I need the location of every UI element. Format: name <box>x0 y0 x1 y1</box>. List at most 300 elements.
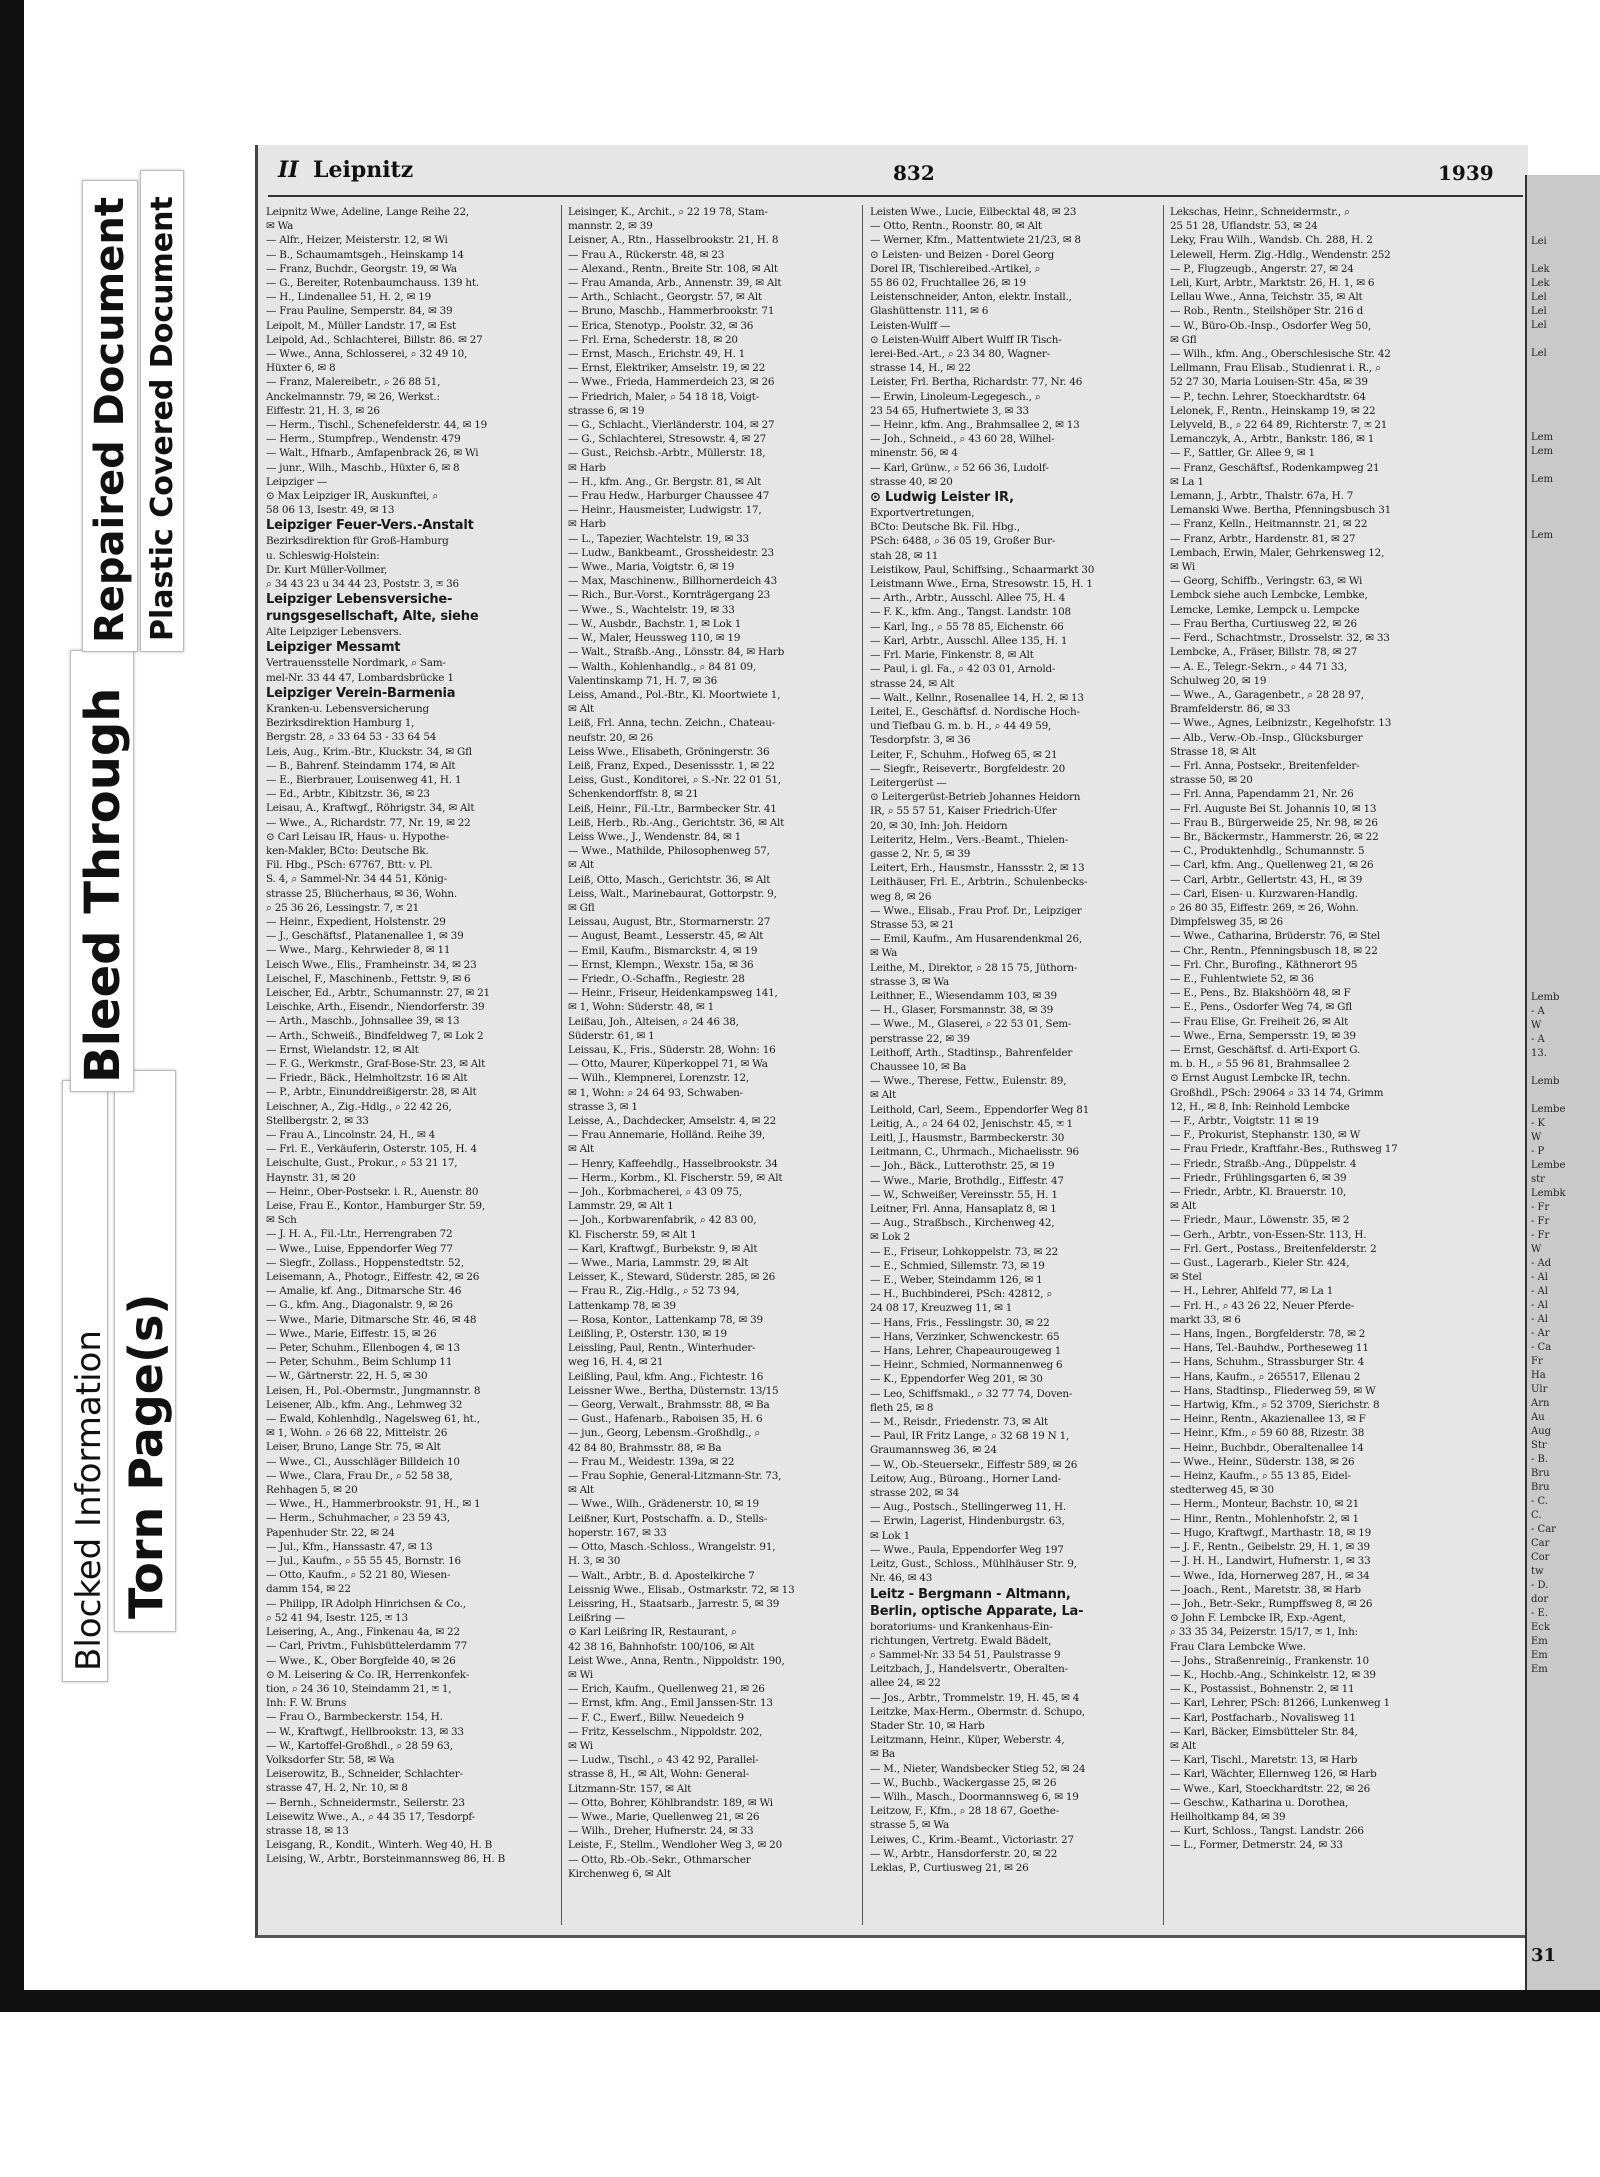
directory-entry-line: — Wwe., Maria, Lammstr. 29, ✉ Alt <box>568 1257 749 1270</box>
page-header <box>273 151 1494 191</box>
directory-entry-line: — Alb., Verw.-Ob.-Insp., Glücksburger <box>1170 731 1363 744</box>
facing-page-fragment <box>1531 767 1596 781</box>
directory-entry-line: — Frau A., Lincolnstr. 24, H., ✉ 4 <box>266 1128 436 1141</box>
facing-page-fragment <box>1531 361 1596 375</box>
facing-page-fragment <box>1531 515 1596 529</box>
facing-page-fragment <box>1531 543 1596 557</box>
directory-entry-line: Leithoff, Arth., Stadtinsp., Bahrenfelder <box>870 1046 1073 1059</box>
facing-page-fragment: Arn <box>1531 1398 1550 1409</box>
directory-entry-line: Leischer, Ed., Arbtr., Schumannstr. 27, ✉ 21 <box>266 986 490 999</box>
directory-entry-line: Frau Clara Lembcke Wwe. <box>1170 1640 1306 1653</box>
directory-entry-line: — H., kfm. Ang., Gr. Bergstr. 81, ✉ Alt <box>568 475 762 488</box>
directory-entry-line: — Wwe., A., Garagenbetr., ⌕ 28 28 97, <box>1170 688 1364 701</box>
directory-entry-line: — Frl. Auguste Bei St. Johannis 10, ✉ 13 <box>1170 802 1377 815</box>
directory-entry-line: — Otto, Bohrer, Köhlbrandstr. 189, ✉ Wi <box>568 1796 773 1809</box>
directory-entry-line: Leisch Wwe., Elis., Framheinstr. 34, ✉ 23 <box>266 958 477 971</box>
directory-entry-line: — Wwe., Anna, Schlosserei, ⌕ 32 49 10, <box>266 348 468 361</box>
directory-entry-line: ✉ Stel <box>1170 1271 1202 1284</box>
facing-page-fragment: C. <box>1531 1510 1542 1521</box>
directory-entry-line: H. 3, ✉ 30 <box>568 1555 621 1568</box>
directory-entry-line: — Emil, Kaufm., Am Husarendenkmal 26, <box>870 933 1082 946</box>
directory-entry-line: Lemanczyk, A., Arbtr., Bankstr. 186, ✉ 1 <box>1170 433 1375 446</box>
directory-entry-line: S. 4, ⌕ Sammel-Nr. 34 44 51, König- <box>266 873 448 886</box>
bleed-through-sticker <box>70 650 134 1092</box>
directory-entry-line: Leisewitz Wwe., A., ⌕ 44 35 17, Tesdorpf- <box>266 1810 475 1823</box>
directory-entry-line: Leitzmann, Heinr., Küper, Weberstr. 4, <box>870 1734 1065 1747</box>
directory-entry-line: Leipolt, M., Müller Landstr. 17, ✉ Est <box>266 319 457 332</box>
directory-entry-line: Leißring — <box>568 1612 625 1625</box>
directory-entry-line: — M., Reisdr., Friedenstr. 73, ✉ Alt <box>870 1416 1048 1429</box>
directory-entry-line: Papenhuder Str. 22, ✉ 24 <box>266 1526 395 1539</box>
directory-entry-line: Leitz, Gust., Schloss., Mühlhäuser Str. 9, <box>870 1558 1077 1571</box>
directory-entry-line: strasse 18, ✉ 13 <box>266 1824 349 1837</box>
directory-entry-line: Leipziger Messamt <box>266 640 401 656</box>
facing-page-fragment <box>1531 249 1596 263</box>
directory-entry-line: — Franz, Buchdr., Georgstr. 19, ✉ Wa <box>266 262 457 275</box>
scan-bottom-edge <box>0 1990 1600 2012</box>
directory-entry-line: Leiss Wwe., Elisabeth, Gröningerstr. 36 <box>568 745 770 758</box>
directory-entry-line: — W., Schweißer, Vereinsstr. 55, H. 1 <box>870 1188 1058 1201</box>
directory-entry-line: — H., Buchbinderei, PSch: 42812, ⌕ <box>870 1288 1053 1301</box>
directory-entry-line: — W., Ausbdr., Bachstr. 1, ✉ Lok 1 <box>568 617 742 630</box>
directory-entry-line: — Wwe., Marg., Kehrwieder 8, ✉ 11 <box>266 944 451 957</box>
blocked-information-sticker <box>62 1080 108 1682</box>
directory-entry-line: ✉ Lok 1 <box>870 1529 910 1542</box>
directory-entry-line: — Peter, Schuhm., Ellenbogen 4, ✉ 13 <box>266 1342 460 1355</box>
directory-entry-line: m. b. H., ⌕ 55 96 81, Brahmsallee 2 <box>1170 1058 1350 1071</box>
directory-entry-line: Lembach, Erwin, Maler, Gehrkensweg 12, <box>1170 546 1385 559</box>
directory-column-1 <box>266 205 556 1867</box>
directory-entry-line: — Wilh., Masch., Doormannsweg 6, ✉ 19 <box>870 1790 1079 1803</box>
directory-entry-line: Leipnitz Wwe, Adeline, Lange Reihe 22, <box>266 206 469 218</box>
facing-page-fragment: Bru <box>1531 1468 1550 1479</box>
directory-entry-line: — Wilh., kfm. Ang., Oberschlesische Str. 42 <box>1170 348 1391 361</box>
directory-entry-line: Leisener, Alb., kfm. Ang., Lehmweg 32 <box>266 1398 463 1411</box>
directory-entry-line: Leitergerüst — <box>870 776 947 789</box>
directory-entry-line: ✉ Alt <box>870 1089 897 1102</box>
directory-entry-line: 58 06 13, Isestr. 49, ✉ 13 <box>266 504 395 517</box>
facing-page-fragment <box>1531 613 1596 627</box>
directory-entry-line: — Wilh., Klempnerei, Lorenzstr. 12, <box>568 1072 749 1085</box>
directory-entry-line: — Alexand., Rentn., Breite Str. 108, ✉ Alt <box>568 262 778 275</box>
directory-entry-line: ✉ Harb <box>568 461 606 474</box>
directory-entry-line: — L., Former, Detmerstr. 24, ✉ 33 <box>1170 1839 1343 1852</box>
facing-page-fragment <box>1531 403 1596 417</box>
directory-entry-line: — Frau A., Rückerstr. 48, ✉ 23 <box>568 248 725 261</box>
directory-entry-line: Volksdorfer Str. 58, ✉ Wa <box>266 1753 395 1766</box>
directory-entry-line: Leissner Wwe., Bertha, Düsternstr. 13/15 <box>568 1384 779 1397</box>
facing-page-fragment <box>1531 795 1596 809</box>
directory-entry-line: allee 24, ✉ 22 <box>870 1677 941 1690</box>
directory-entry-line: ⊙ Carl Leisau IR, Haus- u. Hypothe- <box>266 830 449 843</box>
directory-entry-line: — Wwe., Frieda, Hammerdeich 23, ✉ 26 <box>568 376 775 389</box>
directory-entry-line: stedterweg 45, ✉ 30 <box>1170 1484 1274 1497</box>
directory-entry-line: strasse 3, ✉ 1 <box>568 1100 638 1113</box>
directory-entry-line: Leitzbach, J., Handelsvertr., Oberalten- <box>870 1663 1068 1676</box>
directory-entry-line: — junr., Wilh., Maschb., Hüxter 6, ✉ 8 <box>266 461 460 474</box>
directory-entry-line: — Ludw., Bankbeamt., Grossheidestr. 23 <box>568 546 774 559</box>
directory-entry-line: — Frau Amanda, Arb., Annenstr. 39, ✉ Alt <box>568 277 782 290</box>
directory-entry-line: — Hans, Tel.-Bauhdw., Portheseweg 11 <box>1170 1342 1369 1355</box>
column-divider <box>862 205 863 1925</box>
directory-entry-line: — Friedr., Bäck., Helmholtzstr. 16 ✉ Alt <box>266 1072 468 1085</box>
facing-page-fragment: Lel <box>1531 348 1547 359</box>
facing-page-fragment: Lei <box>1531 236 1547 247</box>
directory-entry-line: — Wwe., Heinr., Süderstr. 138, ✉ 26 <box>1170 1455 1355 1468</box>
facing-page-fragment <box>1531 879 1596 893</box>
directory-entry-line: — Wwe., Wilh., Grädenerstr. 10, ✉ 19 <box>568 1498 759 1511</box>
facing-page-fragment: W <box>1531 1244 1542 1255</box>
directory-entry-line: boratoriums- und Krankenhaus-Ein- <box>870 1620 1053 1633</box>
directory-entry-line: ⊙ Karl Leißring IR, Restaurant, ⌕ <box>568 1626 737 1639</box>
facing-page-fragment: Au <box>1531 1412 1545 1423</box>
directory-entry-line: Leipziger — <box>266 475 328 488</box>
directory-entry-line: — Paul, i. gl. Fa., ⌕ 42 03 01, Arnold- <box>870 663 1056 676</box>
directory-entry-line: — Hans, Lehrer, Chapeaurougeweg 1 <box>870 1345 1062 1358</box>
directory-entry-line: Leiß, Frl. Anna, techn. Zeichn., Chateau- <box>568 717 776 730</box>
directory-entry-line: strasse 8, H., ✉ Alt, Wohn: General- <box>568 1768 750 1781</box>
facing-page-fragment: - C. <box>1531 1496 1549 1507</box>
directory-entry-line: — Frau R., Zig.-Hdlg., ⌕ 52 73 94, <box>568 1285 740 1298</box>
directory-entry-line: 42 38 16, Bahnhofstr. 100/106, ✉ Alt <box>568 1640 755 1653</box>
facing-page-fragment: - P <box>1531 1146 1545 1157</box>
directory-entry-line: — Rob., Rentn., Steilshöper Str. 216 d <box>1170 305 1364 318</box>
directory-entry-line: — J. F., Rentn., Geibelstr. 29, H. 1, ✉ 39 <box>1170 1541 1370 1554</box>
directory-entry-line: ✉ Alt <box>1170 1200 1197 1213</box>
facing-page-fragment <box>1531 865 1596 879</box>
directory-entry-line: Leklas, P., Curtiusweg 21, ✉ 26 <box>870 1861 1029 1874</box>
facing-page-fragment: Lem <box>1531 474 1554 485</box>
directory-entry-line: — Joh., Betr.-Sekr., Rumpffsweg 8, ✉ 26 <box>1170 1597 1373 1610</box>
facing-page-fragment: Lemb <box>1531 1076 1560 1087</box>
directory-entry-line: — Erwin, Lagerist, Hindenburgstr. 63, <box>870 1515 1065 1528</box>
directory-entry-line: — Jul., Kfm., Hanssastr. 47, ✉ 13 <box>266 1540 433 1553</box>
directory-entry-line: Leitel, E., Geschäftsf. d. Nordische Hoch- <box>870 705 1080 718</box>
directory-entry-line: Schulweg 20, ✉ 19 <box>1170 674 1267 687</box>
directory-entry-line: — Herm., Monteur, Bachstr. 10, ✉ 21 <box>1170 1498 1360 1511</box>
directory-entry-line: Leipziger Verein-Barmenia <box>266 685 456 701</box>
directory-entry-line: Leiß, Herb., Rb.-Ang., Gerichtstr. 36, ✉ Alt <box>568 816 785 829</box>
directory-entry-line: — A. E., Telegr.-Sekrn., ⌕ 44 71 33, <box>1170 660 1347 673</box>
directory-entry-line: — F., Arbtr., Voigtstr. 11 ✉ 19 <box>1170 1115 1319 1127</box>
directory-entry-line: — F., Prokurist, Stephanstr. 130, ✉ W <box>1170 1129 1361 1142</box>
directory-entry-line: — E., Bierbrauer, Louisenweg 41, H. 1 <box>266 773 462 786</box>
directory-entry-line: — Franz, Kelln., Heitmannstr. 21, ✉ 22 <box>1170 518 1368 531</box>
facing-page-fragment: Cor <box>1531 1552 1550 1563</box>
directory-entry-line: gasse 2, Nr. 5, ✉ 39 <box>870 847 971 860</box>
facing-page-fragment: Lek <box>1531 264 1550 275</box>
directory-entry-line: 20, ✉ 30, Inh: Joh. Heidorn <box>870 819 1008 832</box>
directory-entry-line: — Aug., Straßbsch., Kirchenweg 42, <box>870 1217 1055 1230</box>
directory-entry-line: — Walt., Arbtr., B. d. Apostelkirche 7 <box>568 1569 755 1582</box>
facing-page-fragment <box>1531 557 1596 571</box>
directory-entry-line: Leist Wwe., Anna, Rentn., Nippoldstr. 190, <box>568 1654 785 1667</box>
repaired-document-label: Repaired Document <box>87 197 133 643</box>
facing-page-fragment <box>1531 837 1596 851</box>
directory-entry-line: — Gust., Hafenarb., Raboisen 35, H. 6 <box>568 1413 763 1426</box>
directory-entry-line: Strasse 18, ✉ Alt <box>1170 745 1257 758</box>
facing-page-fragment: - Fr <box>1531 1216 1550 1227</box>
directory-entry-line: Leiß, Heinr., Fil.-Ltr., Barmbecker Str. 41 <box>568 802 777 815</box>
directory-entry-line: — Heinz, Kaufm., ⌕ 55 13 85, Eidel- <box>1170 1470 1351 1483</box>
directory-entry-line: — Wwe., Marie, Quellenweg 21, ✉ 26 <box>568 1810 760 1823</box>
facing-page-fragment <box>1531 823 1596 837</box>
directory-entry-line: ⊙ Leisten-Wulff Albert Wulff IR Tisch- <box>870 333 1062 346</box>
directory-entry-line: — Wwe., Elisab., Frau Prof. Dr., Leipziger <box>870 904 1082 917</box>
directory-entry-line: — F. C., Ewerf., Billw. Neuedeich 9 <box>568 1711 744 1724</box>
directory-entry-line: ✉ Wa <box>266 220 294 233</box>
directory-entry-line: Bramfelderstr. 86, ✉ 33 <box>1170 703 1291 716</box>
facing-page-fragment: Aug <box>1531 1426 1552 1437</box>
directory-entry-line: Lemanski Wwe. Bertha, Pfenningsbusch 31 <box>1170 504 1392 517</box>
facing-page-fragment: Lembe <box>1531 1104 1566 1115</box>
directory-entry-line: Leiwes, C., Krim.-Beamt., Victoriastr. 27 <box>870 1833 1074 1846</box>
directory-entry-line: — Walth., Kohlenhandlg., ⌕ 84 81 09, <box>568 660 756 673</box>
directory-entry-line: Inh: F. W. Bruns <box>266 1697 347 1710</box>
directory-entry-line: Leithner, E., Wiesendamm 103, ✉ 39 <box>870 989 1057 1002</box>
directory-entry-line: strasse 47, H. 2, Nr. 10, ✉ 8 <box>266 1782 408 1795</box>
directory-entry-line: Lellau Wwe., Anna, Teichstr. 35, ✉ Alt <box>1170 291 1363 304</box>
directory-entry-line: — Erich, Kaufm., Quellenweg 21, ✉ 26 <box>568 1683 765 1696</box>
directory-entry-line: Graumannsweg 36, ✉ 24 <box>870 1444 997 1457</box>
header-city: Leipnitz <box>313 157 414 183</box>
directory-entry-line: Lelyveld, B., ⌕ 22 64 89, Richterstr. 7, ✉ 21 <box>1170 419 1388 432</box>
directory-entry-line: Leiß, Franz, Exped., Desenissstr. 1, ✉ 22 <box>568 759 775 772</box>
directory-entry-line: Lellmann, Frau Elisab., Studienrat i. R., ⌕ <box>1170 362 1381 375</box>
facing-page-fragment: Em <box>1531 1650 1548 1661</box>
directory-entry-line: tion, ⌕ 24 36 10, Steindamm 21, ✉ 1, <box>266 1682 452 1695</box>
directory-entry-line: — Ernst, Wielandstr. 12, ✉ Alt <box>266 1043 419 1056</box>
directory-entry-line: IR, ⌕ 55 57 51, Kaiser Friedrich-Ufer <box>870 805 1057 818</box>
scan-bottom-margin <box>0 2012 1600 2177</box>
directory-entry-line: ✉ La 1 <box>1170 475 1204 488</box>
directory-entry-line: — Wwe., Paula, Eppendorfer Weg 197 <box>870 1543 1064 1556</box>
directory-entry-line: Leiss Wwe., J., Wendenstr. 84, ✉ 1 <box>568 830 741 843</box>
directory-entry-line: — Arth., Schlacht., Georgstr. 57, ✉ Alt <box>568 291 762 304</box>
directory-entry-line: — Wwe., Luise, Eppendorfer Weg 77 <box>266 1242 453 1255</box>
facing-page-fragment <box>1531 725 1596 739</box>
directory-entry-line: Leiß, Otto, Masch., Gerichtstr. 36, ✉ Alt <box>568 873 771 886</box>
directory-entry-line: — Emil, Kaufm., Bismarckstr. 4, ✉ 19 <box>568 944 758 957</box>
facing-page-fragment: Lem <box>1531 432 1554 443</box>
torn-pages-label: Torn Page(s) <box>119 1293 173 1619</box>
facing-page-fragment <box>1531 907 1596 921</box>
repaired-document-sticker <box>82 180 138 652</box>
directory-entry-line: ✉ Wi <box>568 1739 594 1752</box>
directory-entry-line: — Frau Hedw., Harburger Chaussee 47 <box>568 490 770 503</box>
directory-entry-line: — Wwe., K., Ober Borgfelde 40, ✉ 26 <box>266 1654 456 1667</box>
directory-entry-line: Strasse 53, ✉ 21 <box>870 918 955 931</box>
directory-entry-line: richtungen, Vertretg. Ewald Bädelt, <box>870 1634 1052 1647</box>
directory-entry-line: — G., Schlacht., Vierländerstr. 104, ✉ 27 <box>568 419 775 432</box>
directory-entry-line: Litzmann-Str. 157, ✉ Alt <box>568 1782 692 1795</box>
directory-entry-line: strasse 202, ✉ 34 <box>870 1487 960 1500</box>
directory-entry-line: Leitner, Frl. Anna, Hansaplatz 8, ✉ 1 <box>870 1203 1057 1216</box>
directory-entry-line: — Heinr., Buchbdr., Oberaltenallee 14 <box>1170 1441 1364 1454</box>
directory-entry-line: 23 54 65, Hufnertwiete 3, ✉ 33 <box>870 404 1029 417</box>
facing-page-fragment: W <box>1531 1020 1542 1031</box>
facing-page-edge <box>1525 175 1600 1990</box>
facing-page-fragment <box>1531 739 1596 753</box>
facing-page-fragment <box>1531 417 1596 431</box>
facing-page-fragment <box>1531 711 1596 725</box>
facing-page-fragment <box>1531 585 1596 599</box>
directory-entry-line: weg 8, ✉ 26 <box>870 890 932 903</box>
directory-entry-line: Lemcke, Lemke, Lempck u. Lempcke <box>1170 603 1360 616</box>
directory-entry-line: — W., Kraftwgf., Hellbrookstr. 13, ✉ 33 <box>266 1725 464 1738</box>
directory-entry-line: — Wwe., Marie, Ditmarsche Str. 46, ✉ 48 <box>266 1313 477 1326</box>
directory-entry-line: — Amalie, kf. Ang., Ditmarsche Str. 46 <box>266 1285 462 1298</box>
directory-entry-line: — Frau Pauline, Semperstr. 84, ✉ 39 <box>266 305 453 318</box>
directory-entry-line: Leli, Kurt, Arbtr., Marktstr. 26, H. 1, ✉ 6 <box>1170 277 1375 290</box>
directory-entry-line: Leisse, A., Dachdecker, Amselstr. 4, ✉ 22 <box>568 1115 777 1127</box>
directory-entry-line: Eiffestr. 21, H. 3, ✉ 26 <box>266 404 380 417</box>
directory-entry-line: strasse 25, Blücherhaus, ✉ 36, Wohn. <box>266 887 457 900</box>
directory-entry-line: Valentinskamp 71, H. 7, ✉ 36 <box>568 674 718 687</box>
facing-page-fragment: - Al <box>1531 1286 1548 1297</box>
directory-entry-line: ⊙ John F. Lembcke IR, Exp.-Agent, <box>1170 1612 1346 1625</box>
directory-entry-line: Leipold, Ad., Schlachterei, Billstr. 86. ✉ 27 <box>266 333 483 346</box>
directory-entry-line: — W., Buchb., Wackergasse 25, ✉ 26 <box>870 1776 1057 1789</box>
facing-page-fragment: - Car <box>1531 1524 1556 1535</box>
column-divider <box>1163 205 1164 1925</box>
directory-entry-line: — Ernst, Geschäftsf. d. Arti-Export G. <box>1170 1043 1361 1056</box>
directory-entry-line: — Wwe., Therese, Fettw., Eulenstr. 89, <box>870 1075 1067 1088</box>
directory-entry-line: Leiste, F., Stellm., Wendloher Weg 3, ✉ 20 <box>568 1839 782 1852</box>
directory-entry-line: Leitmann, C., Uhrmach., Michaelisstr. 96 <box>870 1146 1079 1159</box>
directory-entry-line: — Heinr., Ober-Postsekr. i. R., Auenstr. 80 <box>266 1185 479 1198</box>
directory-entry-line: Heilholtkamp 84, ✉ 39 <box>1170 1810 1286 1823</box>
directory-entry-line: — K., Hochb.-Ang., Schinkelstr. 12, ✉ 39 <box>1170 1668 1376 1681</box>
directory-entry-line: — W., Arbtr., Hansdorferstr. 20, ✉ 22 <box>870 1847 1058 1860</box>
directory-entry-line: Leithäuser, Frl. E., Arbtrin., Schulenbecks- <box>870 876 1088 889</box>
directory-entry-line: Süderstr. 61, ✉ 1 <box>568 1029 655 1042</box>
directory-entry-line: — H., Lehrer, Ahlfeld 77, ✉ La 1 <box>1170 1285 1334 1298</box>
directory-entry-line: ⊙ Max Leipziger IR, Auskunftei, ⌕ <box>266 490 438 503</box>
directory-entry-line: Leistenschneider, Anton, elektr. Install., <box>870 291 1072 304</box>
directory-entry-line: und Tiefbau G. m. b. H., ⌕ 44 49 59, <box>870 720 1052 733</box>
directory-entry-line: — F., Sattler, Gr. Allee 9, ✉ 1 <box>1170 447 1315 460</box>
directory-entry-line: — Joh., Korbwarenfabrik, ⌕ 42 83 00, <box>568 1214 757 1227</box>
directory-entry-line: — B., Schaumamtsgeh., Heinskamp 14 <box>266 248 464 261</box>
directory-entry-line: — Carl, Eisen- u. Kurzwaren-Handlg. <box>1170 887 1358 900</box>
directory-entry-line: — W., Maler, Heussweg 110, ✉ 19 <box>568 632 741 645</box>
directory-entry-line: — Walt., Kellnr., Rosenallee 14, H. 2, ✉ 13 <box>870 691 1084 704</box>
facing-page-fragment <box>1531 599 1596 613</box>
directory-entry-line: — L., Tapezier, Wachtelstr. 19, ✉ 33 <box>568 532 749 545</box>
facing-page-fragment: Ulr <box>1531 1384 1548 1395</box>
directory-entry-line: 24 08 17, Kreuzweg 11, ✉ 1 <box>870 1302 1013 1315</box>
directory-entry-line: — Georg, Schiffb., Veringstr. 63, ✉ Wi <box>1170 575 1363 588</box>
directory-entry-line: weg 16, H. 4, ✉ 21 <box>568 1356 664 1369</box>
directory-entry-line: 12, H., ✉ 8, Inh: Reinhold Lembcke <box>1170 1100 1350 1113</box>
directory-entry-line: ✉ Alt <box>568 859 595 872</box>
directory-entry-line: mel-Nr. 33 44 47, Lombardsbrücke 1 <box>266 671 454 684</box>
directory-column-3 <box>870 205 1160 1875</box>
directory-entry-line: Dorel IR, Tischlereibed.-Artikel, ⌕ <box>870 262 1041 275</box>
directory-entry-line: Nr. 46, ✉ 43 <box>870 1572 933 1585</box>
directory-entry-line: Alte Leipziger Lebensvers. <box>266 626 402 639</box>
directory-entry-line: — Joh., Bäck., Lutterothstr. 25, ✉ 19 <box>870 1160 1055 1173</box>
facing-page-fragment <box>1531 655 1596 669</box>
directory-entry-line: — Ernst, Elektriker, Amselstr. 19, ✉ 22 <box>568 362 766 375</box>
directory-entry-line: ✉ Alt <box>1170 1739 1197 1752</box>
directory-entry-line: — Johs., Straßenreinig., Frankenstr. 10 <box>1170 1654 1369 1667</box>
directory-entry-line: — Heinr., Expedient, Holstenstr. 29 <box>266 915 446 928</box>
facing-page-fragment: Lel <box>1531 320 1547 331</box>
directory-entry-line: — Wwe., Agnes, Leibnizstr., Kegelhofstr. 13 <box>1170 717 1392 730</box>
directory-entry-line: — Arth., Arbtr., Ausschl. Allee 75, H. 4 <box>870 592 1066 605</box>
directory-entry-line: — Heinr., Hausmeister, Ludwigstr. 17, <box>568 504 762 517</box>
facing-page-fragment: Lemb <box>1531 992 1560 1003</box>
directory-entry-line: — Franz, Malereibetr., ⌕ 26 88 51, <box>266 376 441 389</box>
directory-entry-line: — Bernh., Schneidermstr., Seilerstr. 23 <box>266 1796 465 1809</box>
directory-entry-line: strasse 24, ✉ Alt <box>870 677 955 690</box>
directory-entry-line: Leißner, Kurt, Postschaffn. a. D., Stells- <box>568 1512 768 1525</box>
facing-page-folio: 31 <box>1531 1945 1557 1966</box>
directory-entry-line: ✉ Wi <box>1170 561 1196 574</box>
facing-page-fragment <box>1531 627 1596 641</box>
directory-entry-line: — Wwe., Marie, Eiffestr. 15, ✉ 26 <box>266 1327 437 1340</box>
directory-entry-line: — Walt., Hfnarb., Amfapenbrack 26, ✉ Wi <box>266 447 479 460</box>
directory-entry-line: u. Schleswig-Holstein: <box>266 549 380 562</box>
directory-entry-line: — Frl. Chr., Burofing., Käthnerort 95 <box>1170 958 1358 971</box>
facing-page-fragment: Lembk <box>1531 1188 1566 1199</box>
directory-entry-line: — Ed., Arbtr., Kibitzstr. 36, ✉ 23 <box>266 788 430 801</box>
directory-entry-line: — Otto, Maurer, Küperkoppel 71, ✉ Wa <box>568 1058 768 1071</box>
directory-entry-line: Leissau, K., Fris., Süderstr. 28, Wohn: 16 <box>568 1043 776 1056</box>
directory-entry-line: ✉ Alt <box>568 1484 595 1497</box>
directory-entry-line: — Jos., Arbtr., Trommelstr. 19, H. 45, ✉ 4 <box>870 1691 1080 1704</box>
directory-entry-line: Leise, Frau E., Kontor., Hamburger Str. 59, <box>266 1200 486 1212</box>
directory-entry-line: rungsgesellschaft, Alte, siehe <box>266 609 479 625</box>
directory-entry-line: — Br., Bäckermstr., Hammerstr. 26, ✉ 22 <box>1170 830 1379 843</box>
directory-entry-line: Leising, W., Arbtr., Borsteinmannsweg 86, H. B <box>266 1853 506 1866</box>
facing-page-fragment: - Fr <box>1531 1230 1550 1241</box>
facing-page-fragment: Ha <box>1531 1370 1546 1381</box>
directory-entry-line: — E., Pens., Bz. Blakshöörn 48, ✉ F <box>1170 987 1351 1000</box>
directory-entry-line: ✉ Alt <box>568 1143 595 1156</box>
directory-entry-line: — Heinr., kfm. Ang., Brahmsallee 2, ✉ 13 <box>870 419 1080 432</box>
directory-entry-line: fleth 25, ✉ 8 <box>870 1401 934 1414</box>
directory-entry-line: — W., Ob.-Steuersekr., Eiffestr 589, ✉ 26 <box>870 1458 1078 1471</box>
directory-entry-line: Schenkendorffstr. 8, ✉ 21 <box>568 788 699 801</box>
directory-entry-line: — E., Schmied, Sillemstr. 73, ✉ 19 <box>870 1259 1045 1272</box>
directory-entry-line: — Frau B., Bürgerweide 25, Nr. 98, ✉ 26 <box>1170 816 1378 829</box>
directory-entry-line: PSch: 6488, ⌕ 36 05 19, Großer Bur- <box>870 535 1056 548</box>
directory-entry-line: Leiss, Walt., Marinebaurat, Gottorpstr. 9, <box>568 887 777 900</box>
directory-entry-line: — Frl. H., ⌕ 43 26 22, Neuer Pferde- <box>1170 1299 1355 1312</box>
directory-entry-line: — Frl. E., Verkäuferin, Osterstr. 105, H. 4 <box>266 1143 477 1156</box>
facing-page-fragment: Bru <box>1531 1482 1550 1493</box>
directory-entry-line: — K., Eppendorfer Weg 201, ✉ 30 <box>870 1373 1043 1386</box>
facing-page-fragment: Fr <box>1531 1356 1543 1367</box>
facing-page-fragment: - A <box>1531 1034 1545 1045</box>
directory-entry-line: ✉ Lok 2 <box>870 1231 910 1244</box>
directory-entry-line: Glashüttenstr. 111, ✉ 6 <box>870 305 989 318</box>
directory-entry-line: ✉ Alt <box>568 703 595 716</box>
directory-entry-line: — Hans, Fris., Fesslingstr. 30, ✉ 22 <box>870 1316 1050 1329</box>
directory-entry-line: Chaussee 10, ✉ Ba <box>870 1060 967 1073</box>
directory-entry-line: ⊙ Ernst August Lembcke IR, techn. <box>1170 1072 1351 1085</box>
directory-entry-line: — Rich., Bur.-Vorst., Kornträgergang 23 <box>568 589 771 602</box>
directory-entry-line: — Frl. Anna, Papendamm 21, Nr. 26 <box>1170 788 1354 801</box>
directory-entry-line: — August, Beamt., Lesserstr. 45, ✉ Alt <box>568 930 764 943</box>
directory-entry-line: — J. H. H., Landwirt, Hufnerstr. 1, ✉ 33 <box>1170 1555 1371 1568</box>
directory-entry-line: Leitl, J., Hausmstr., Barmbeckerstr. 30 <box>870 1132 1065 1144</box>
directory-entry-line: — Heinr., Rentn., Akazienallee 13, ✉ F <box>1170 1413 1366 1426</box>
directory-entry-line: — Erwin, Linoleum-Legegesch., ⌕ <box>870 390 1041 403</box>
